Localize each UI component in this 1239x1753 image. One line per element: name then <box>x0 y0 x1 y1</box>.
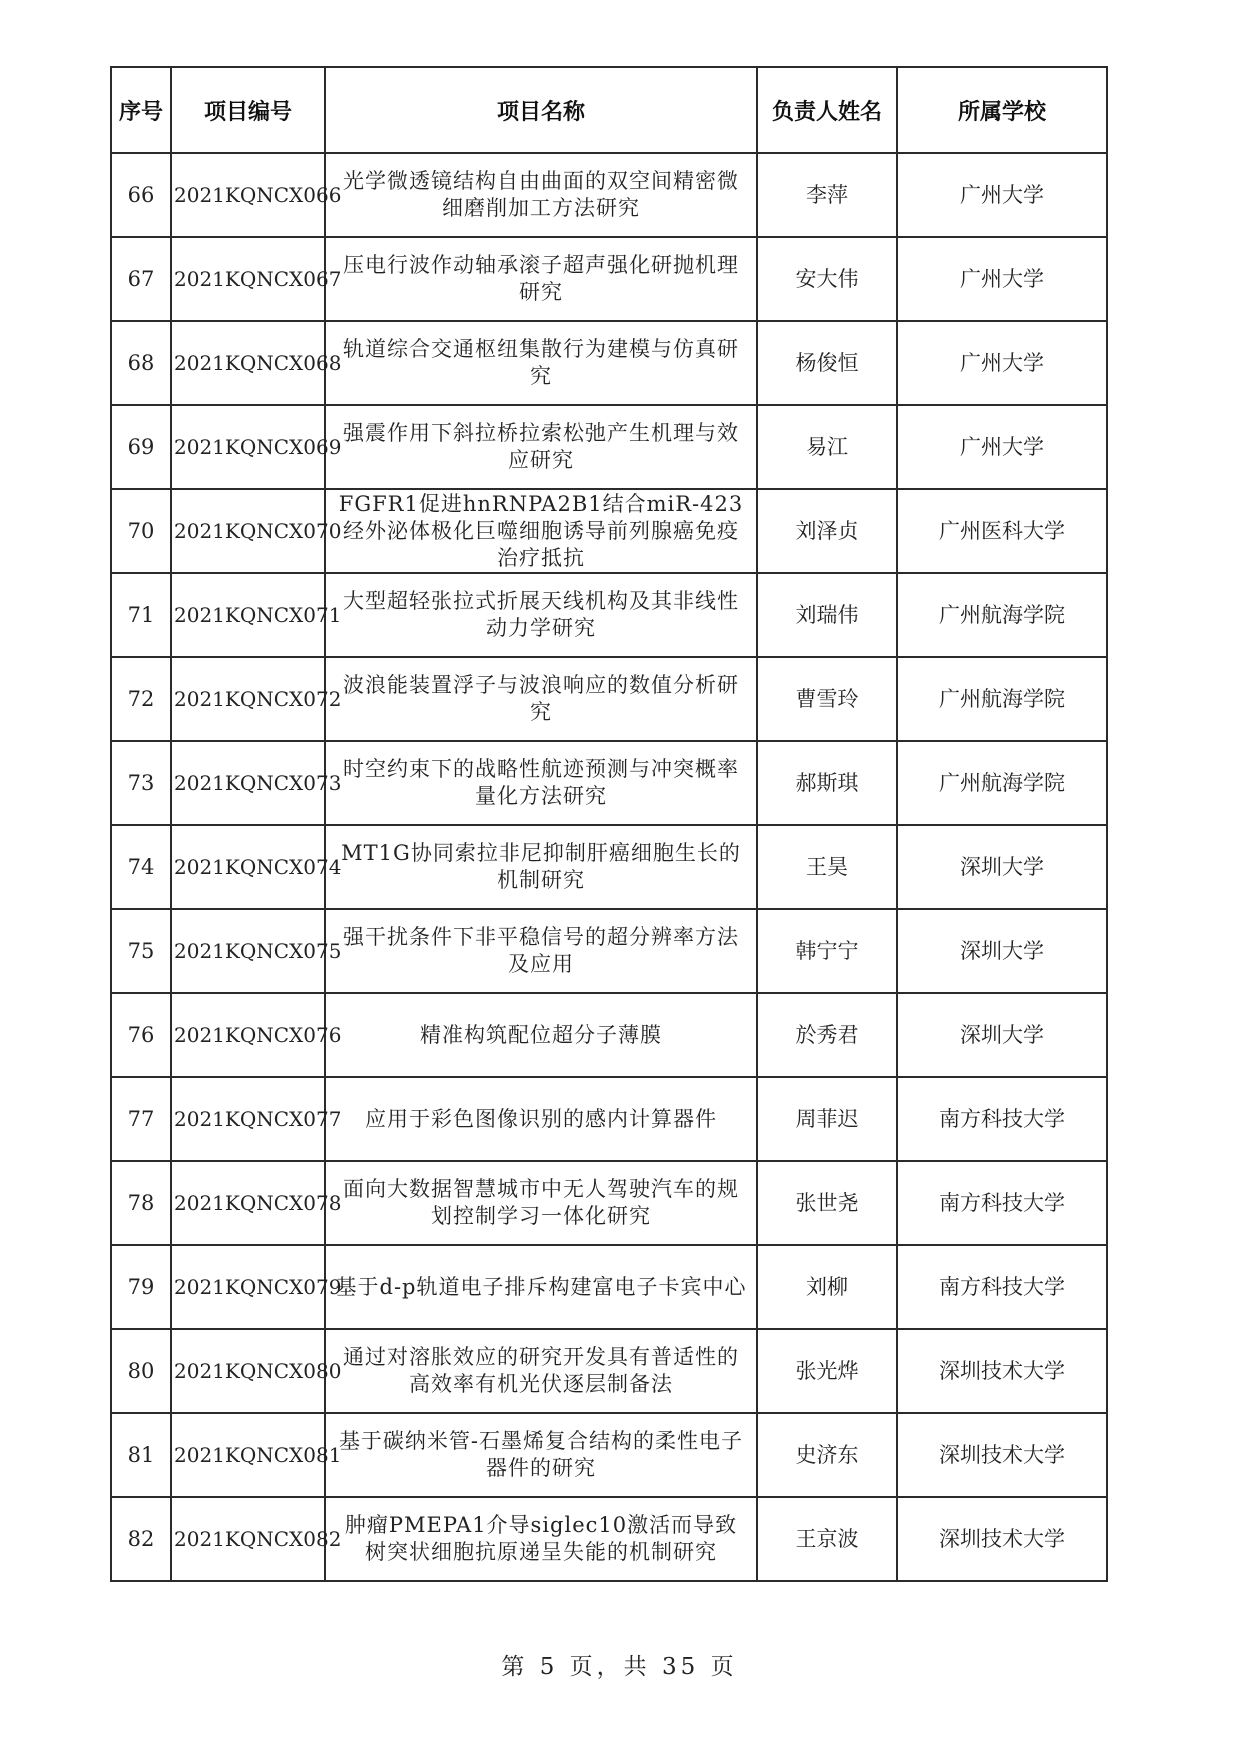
table-header-row <box>111 67 1107 153</box>
cell-project-code: 2021KQNCX070 <box>171 489 325 573</box>
table-row <box>111 1161 1107 1245</box>
cell-person-in-charge: 安大伟 <box>757 237 897 321</box>
cell-project-name: 强干扰条件下非平稳信号的超分辨率方法及应用 <box>325 909 757 993</box>
cell-school: 深圳大学 <box>897 993 1107 1077</box>
table-row <box>111 405 1107 489</box>
cell-project-code: 2021KQNCX078 <box>171 1161 325 1245</box>
cell-project-name: 通过对溶胀效应的研究开发具有普适性的高效率有机光伏逐层制备法 <box>325 1329 757 1413</box>
cell-seq: 79 <box>111 1245 171 1329</box>
cell-seq: 76 <box>111 993 171 1077</box>
cell-school: 南方科技大学 <box>897 1161 1107 1245</box>
cell-school: 广州大学 <box>897 405 1107 489</box>
cell-person-in-charge: 周菲迟 <box>757 1077 897 1161</box>
table-row <box>111 741 1107 825</box>
cell-school: 南方科技大学 <box>897 1245 1107 1329</box>
cell-seq: 78 <box>111 1161 171 1245</box>
table-row <box>111 1245 1107 1329</box>
cell-person-in-charge: 郝斯琪 <box>757 741 897 825</box>
cell-seq: 82 <box>111 1497 171 1581</box>
table-row <box>111 909 1107 993</box>
cell-seq: 68 <box>111 321 171 405</box>
cell-person-in-charge: 韩宁宁 <box>757 909 897 993</box>
cell-school: 深圳技术大学 <box>897 1329 1107 1413</box>
header-school: 所属学校 <box>897 67 1107 153</box>
table-body <box>111 153 1107 1581</box>
cell-project-code: 2021KQNCX068 <box>171 321 325 405</box>
cell-person-in-charge: 於秀君 <box>757 993 897 1077</box>
cell-project-name: 基于d-p轨道电子排斥构建富电子卡宾中心 <box>325 1245 757 1329</box>
cell-project-name: 应用于彩色图像识别的感内计算器件 <box>325 1077 757 1161</box>
cell-project-code: 2021KQNCX075 <box>171 909 325 993</box>
table-row <box>111 1329 1107 1413</box>
cell-school: 南方科技大学 <box>897 1077 1107 1161</box>
cell-seq: 66 <box>111 153 171 237</box>
table-row <box>111 1413 1107 1497</box>
cell-person-in-charge: 刘泽贞 <box>757 489 897 573</box>
project-table <box>110 66 1108 1582</box>
cell-project-code: 2021KQNCX080 <box>171 1329 325 1413</box>
cell-person-in-charge: 曹雪玲 <box>757 657 897 741</box>
cell-person-in-charge: 王京波 <box>757 1497 897 1581</box>
table-row <box>111 657 1107 741</box>
cell-project-code: 2021KQNCX074 <box>171 825 325 909</box>
table-row <box>111 237 1107 321</box>
cell-school: 广州医科大学 <box>897 489 1107 573</box>
cell-person-in-charge: 刘瑞伟 <box>757 573 897 657</box>
cell-project-name: FGFR1促进hnRNPA2B1结合miR-423经外泌体极化巨噬细胞诱导前列腺癌免疫治疗抵抗 <box>325 489 757 573</box>
cell-person-in-charge: 刘柳 <box>757 1245 897 1329</box>
cell-project-name: 波浪能装置浮子与波浪响应的数值分析研究 <box>325 657 757 741</box>
table-row <box>111 1077 1107 1161</box>
cell-person-in-charge: 杨俊恒 <box>757 321 897 405</box>
cell-school: 深圳技术大学 <box>897 1497 1107 1581</box>
cell-school: 广州大学 <box>897 237 1107 321</box>
table-row <box>111 1497 1107 1581</box>
cell-person-in-charge: 易江 <box>757 405 897 489</box>
cell-school: 广州航海学院 <box>897 741 1107 825</box>
cell-seq: 71 <box>111 573 171 657</box>
table-row <box>111 993 1107 1077</box>
cell-seq: 73 <box>111 741 171 825</box>
cell-person-in-charge: 史济东 <box>757 1413 897 1497</box>
cell-project-name: 肿瘤PMEPA1介导siglec10激活而导致树突状细胞抗原递呈失能的机制研究 <box>325 1497 757 1581</box>
cell-project-code: 2021KQNCX081 <box>171 1413 325 1497</box>
cell-project-name: 精准构筑配位超分子薄膜 <box>325 993 757 1077</box>
cell-project-name: MT1G协同索拉非尼抑制肝癌细胞生长的机制研究 <box>325 825 757 909</box>
cell-project-code: 2021KQNCX076 <box>171 993 325 1077</box>
cell-school: 深圳技术大学 <box>897 1413 1107 1497</box>
cell-school: 广州航海学院 <box>897 657 1107 741</box>
cell-project-code: 2021KQNCX077 <box>171 1077 325 1161</box>
cell-project-name: 基于碳纳米管-石墨烯复合结构的柔性电子器件的研究 <box>325 1413 757 1497</box>
cell-school: 广州大学 <box>897 321 1107 405</box>
cell-project-code: 2021KQNCX082 <box>171 1497 325 1581</box>
cell-project-name: 强震作用下斜拉桥拉索松弛产生机理与效应研究 <box>325 405 757 489</box>
cell-person-in-charge: 张世尧 <box>757 1161 897 1245</box>
header-seq: 序号 <box>111 67 171 153</box>
cell-school: 深圳大学 <box>897 825 1107 909</box>
cell-seq: 80 <box>111 1329 171 1413</box>
cell-project-name: 大型超轻张拉式折展天线机构及其非线性动力学研究 <box>325 573 757 657</box>
cell-project-code: 2021KQNCX069 <box>171 405 325 489</box>
cell-project-code: 2021KQNCX072 <box>171 657 325 741</box>
cell-project-code: 2021KQNCX066 <box>171 153 325 237</box>
cell-seq: 81 <box>111 1413 171 1497</box>
cell-project-name: 压电行波作动轴承滚子超声强化研抛机理研究 <box>325 237 757 321</box>
cell-school: 广州大学 <box>897 153 1107 237</box>
cell-person-in-charge: 张光烨 <box>757 1329 897 1413</box>
header-project-code: 项目编号 <box>171 67 325 153</box>
cell-project-code: 2021KQNCX067 <box>171 237 325 321</box>
cell-seq: 75 <box>111 909 171 993</box>
cell-seq: 74 <box>111 825 171 909</box>
table-row <box>111 489 1107 573</box>
cell-seq: 72 <box>111 657 171 741</box>
cell-project-code: 2021KQNCX079 <box>171 1245 325 1329</box>
cell-school: 广州航海学院 <box>897 573 1107 657</box>
table-row <box>111 153 1107 237</box>
cell-seq: 67 <box>111 237 171 321</box>
page-number: 第 5 页，共 35 页 <box>501 1654 738 1680</box>
header-person-in-charge: 负责人姓名 <box>757 67 897 153</box>
cell-person-in-charge: 王昊 <box>757 825 897 909</box>
cell-seq: 77 <box>111 1077 171 1161</box>
cell-seq: 69 <box>111 405 171 489</box>
table-row <box>111 573 1107 657</box>
cell-project-name: 面向大数据智慧城市中无人驾驶汽车的规划控制学习一体化研究 <box>325 1161 757 1245</box>
cell-project-name: 轨道综合交通枢纽集散行为建模与仿真研究 <box>325 321 757 405</box>
cell-project-code: 2021KQNCX071 <box>171 573 325 657</box>
table-row <box>111 321 1107 405</box>
cell-person-in-charge: 李萍 <box>757 153 897 237</box>
cell-project-code: 2021KQNCX073 <box>171 741 325 825</box>
cell-project-name: 时空约束下的战略性航迹预测与冲突概率量化方法研究 <box>325 741 757 825</box>
cell-school: 深圳大学 <box>897 909 1107 993</box>
header-project-name: 项目名称 <box>325 67 757 153</box>
cell-project-name: 光学微透镜结构自由曲面的双空间精密微细磨削加工方法研究 <box>325 153 757 237</box>
table-row <box>111 825 1107 909</box>
cell-seq: 70 <box>111 489 171 573</box>
